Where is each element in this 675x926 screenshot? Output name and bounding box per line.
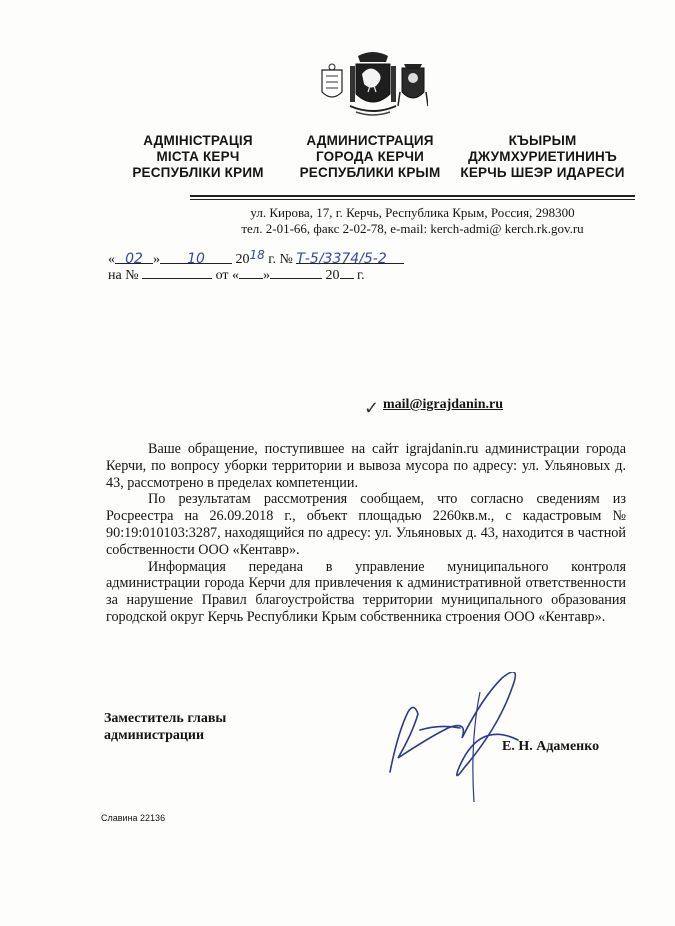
header-right-line: ДЖУМХУРИЕТИНИНЪ bbox=[468, 149, 617, 164]
outgoing-number-line bbox=[108, 248, 404, 268]
header-center-line: АДМИНИСТРАЦИЯ bbox=[306, 133, 434, 148]
header-left-ukrainian bbox=[123, 133, 273, 181]
header-right-crimean-tatar bbox=[460, 133, 625, 181]
signatory-name: Е. Н. Адаменко bbox=[502, 739, 600, 754]
reply-number-label: на № bbox=[108, 268, 139, 283]
header-right-line: КЕРЧЬ ШЕЭР ИДАРЕСИ bbox=[460, 165, 625, 180]
body-paragraph: По результатам рассмотрения сообщаем, что согласно сведениям из Росреестра на 26.09.2018 г., объект площадью 2260кв.м., с кадастровым № 90:19:010103:3287, находящийся по адресу: ул. Ульяновых д. 43, находится в частной собственности ООО «Кентавр». bbox=[106, 491, 626, 558]
header-center-russian bbox=[295, 133, 445, 181]
handwritten-month: 10 bbox=[187, 251, 205, 267]
handwritten-year: 18 bbox=[249, 248, 265, 262]
body-paragraph: Ваше обращение, поступившее на сайт igrajdanin.ru администрации города Керчи, по вопросу уборки территории и вывоза мусора по адресу: ул. Ульяновых д. 43, рассмотрено в пределах компетенции. bbox=[106, 441, 626, 491]
header-rule-thick bbox=[190, 195, 635, 197]
address-line: ул. Кирова, 17, г. Керчь, Республика Крым, Россия, 298300 bbox=[250, 205, 575, 220]
position-line: Заместитель главы bbox=[104, 711, 227, 726]
signatory-position bbox=[104, 710, 226, 744]
quote-close: » bbox=[263, 268, 271, 283]
checkmark-icon: ✓ bbox=[364, 398, 380, 418]
position-line: администрации bbox=[104, 728, 205, 743]
letter-body bbox=[106, 441, 626, 626]
handwritten-day: 02 bbox=[125, 251, 143, 267]
header-left-line: МІСТА КЕРЧ bbox=[156, 149, 240, 164]
header-right-line: КЪЫРЫМ bbox=[508, 133, 577, 148]
year-suffix: г. bbox=[357, 268, 365, 283]
year-prefix: 20 bbox=[235, 252, 250, 267]
year-prefix: 20 bbox=[325, 268, 340, 283]
header-rule-thin bbox=[190, 199, 635, 200]
contacts-line: тел. 2-01-66, факс 2-02-78, e-mail: kerch-admi@ kerch.rk.gov.ru bbox=[241, 221, 584, 236]
quote-open: « bbox=[108, 252, 115, 267]
number-label: г. № bbox=[268, 252, 293, 267]
reply-date-label: от « bbox=[215, 268, 240, 283]
reply-to-line bbox=[108, 266, 365, 284]
header-center-line: РЕСПУБЛИКИ КРЫМ bbox=[299, 165, 441, 180]
coats-of-arms-emblem bbox=[318, 52, 428, 124]
header-center-line: ГОРОДА КЕРЧИ bbox=[315, 149, 425, 164]
executor-note: Славина 22136 bbox=[101, 813, 166, 823]
quote-close: » bbox=[153, 252, 160, 267]
header-left-line: АДМІНІСТРАЦІЯ bbox=[143, 133, 253, 148]
header-left-line: РЕСПУБЛІКИ КРИМ bbox=[132, 165, 264, 180]
body-paragraph: Информация передана в управление муниципального контроля администрации города Керчи для привлечения к административной ответственности за нарушение Правил благоустройства территории муниципального образования городской округ Керчь Республики Крым собственника строения ООО «Кентавр». bbox=[106, 558, 626, 625]
recipient-email: mail@igrajdanin.ru bbox=[383, 397, 503, 412]
handwritten-number: Т-5/3374/5-2 bbox=[296, 251, 387, 267]
